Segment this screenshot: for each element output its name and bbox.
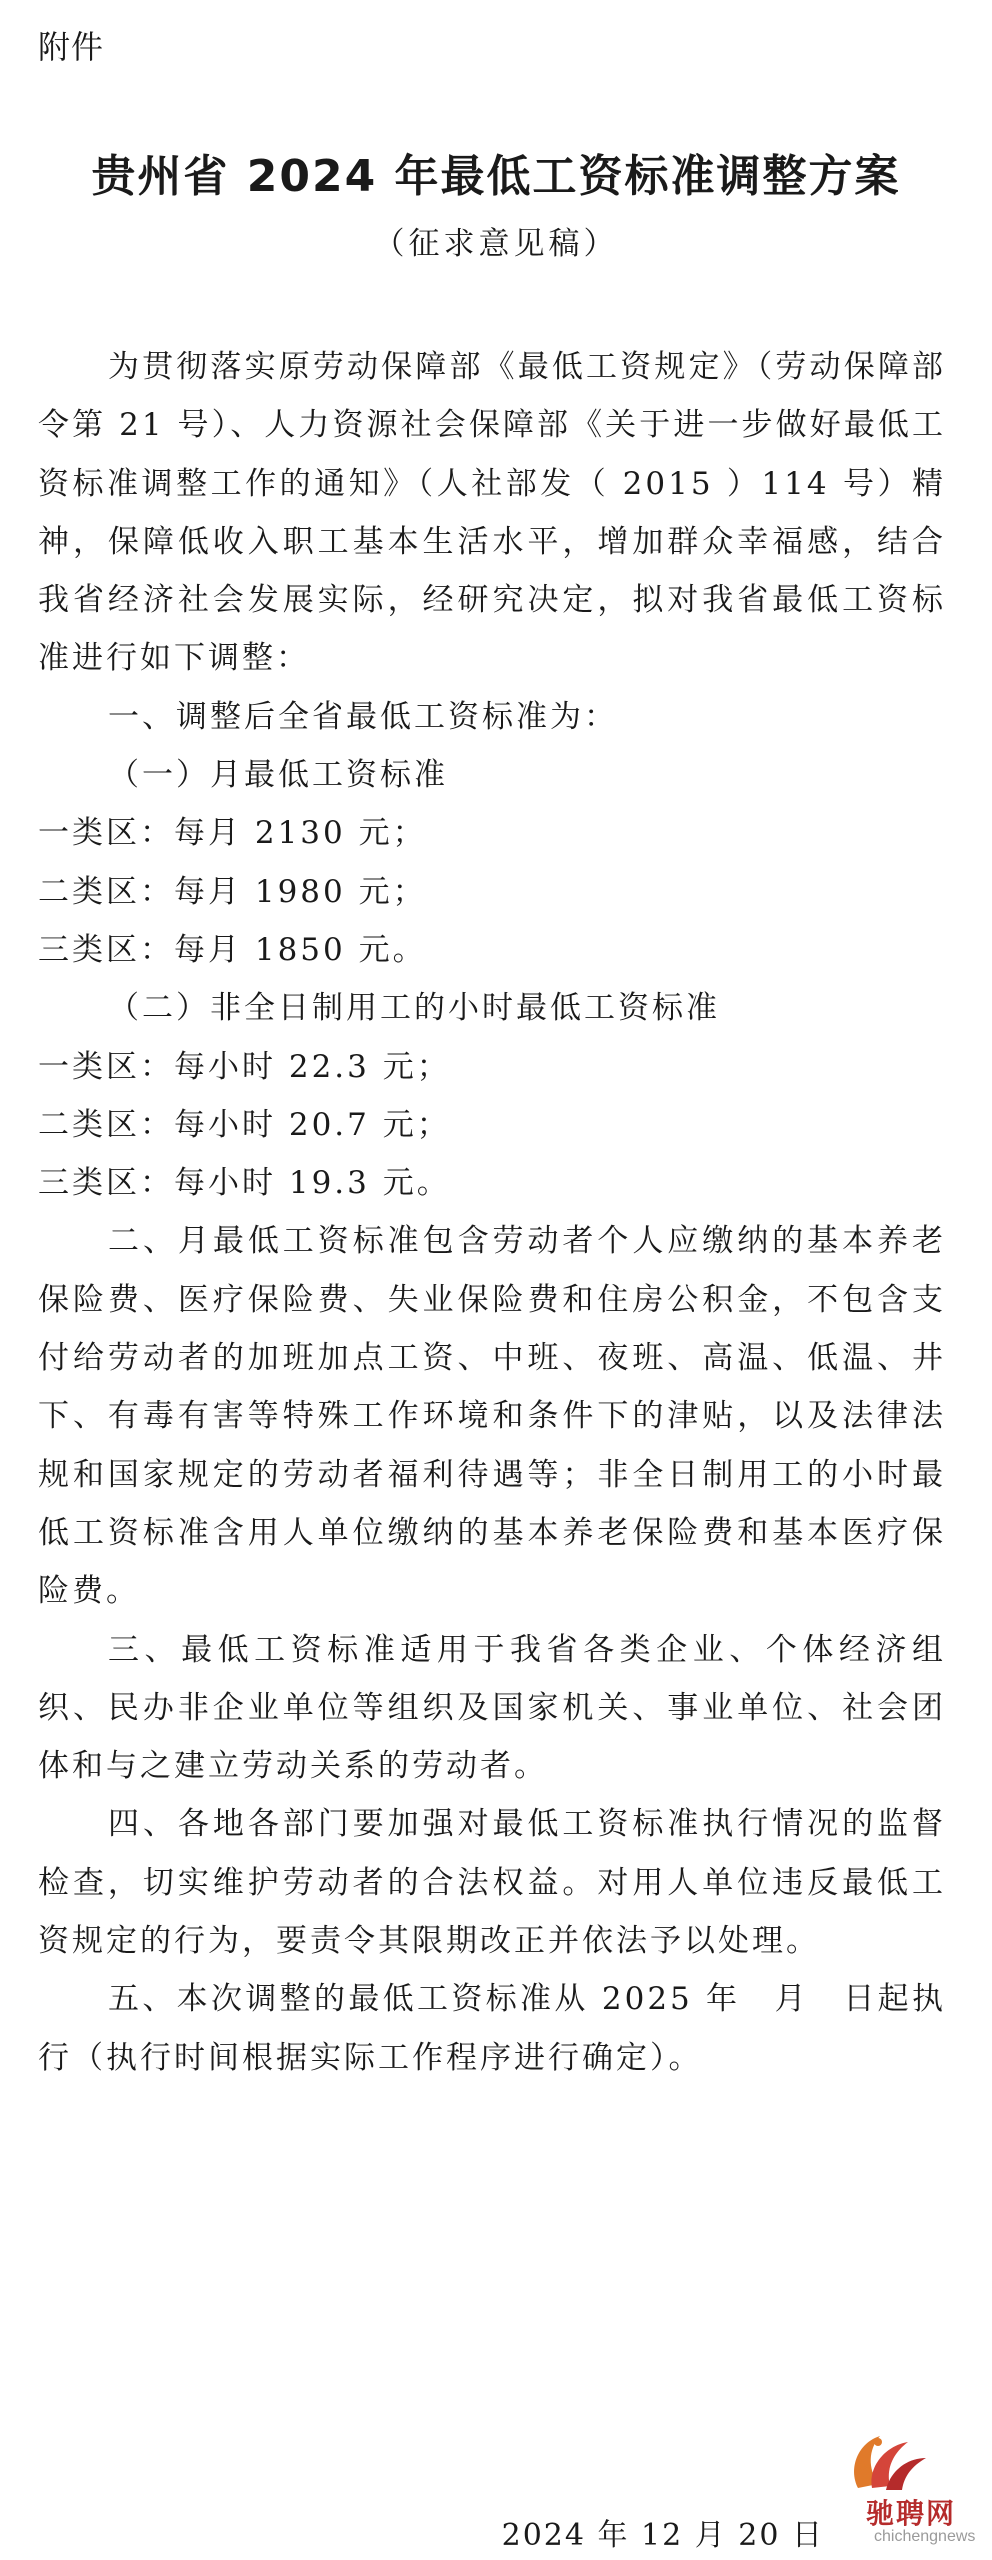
section-4-paragraph: 四、各地各部门要加强对最低工资标准执行情况的监督检查，切实维护劳动者的合法权益。对用人单位违反最低工资规定的行为，要责令其限期改正并依法予以处理。 bbox=[38, 1806, 946, 1960]
document-body bbox=[38, 338, 946, 2087]
monthly-zone-1: 一类区：每月 2130 元； bbox=[38, 815, 427, 852]
monthly-zone-3: 三类区：每月 1850 元。 bbox=[38, 931, 427, 968]
document-date: 2024 年 12 月 20 日 bbox=[501, 2518, 824, 2553]
document-title: 贵州省 2024 年最低工资标准调整方案 bbox=[91, 151, 901, 202]
hourly-standard-heading: （二）非全日制用工的小时最低工资标准 bbox=[108, 990, 720, 1027]
bird-logo-icon bbox=[838, 2428, 928, 2498]
section-3-paragraph: 三、最低工资标准适用于我省各类企业、个体经济组织、民办非企业单位等组织及国家机关、事业单位、社会团体和与之建立劳动关系的劳动者。 bbox=[38, 1631, 946, 1785]
hourly-zone-1: 一类区：每小时 22.3 元； bbox=[38, 1048, 451, 1085]
hourly-zone-3: 三类区：每小时 19.3 元。 bbox=[38, 1165, 451, 1202]
monthly-zone-2: 二类区：每月 1980 元； bbox=[38, 873, 427, 910]
monthly-standard-heading: （一）月最低工资标准 bbox=[108, 757, 448, 794]
attachment-label: 附件 bbox=[38, 28, 105, 66]
intro-paragraph: 为贯彻落实原劳动保障部《最低工资规定》（劳动保障部令第 21 号）、人力资源社会保障部《关于进一步做好最低工资标准调整工作的通知》（人社部发（ 2015 ）114 号）精神，保障低收入职工基本生活水平，增加群众幸福感，结合我省经济社会发展实际，经研究决定，拟对我省最低工资标准进行如下调整： bbox=[38, 349, 946, 677]
section-1-heading: 一、调整后全省最低工资标准为： bbox=[108, 698, 618, 735]
watermark-url: chichengnews bbox=[874, 2528, 976, 2545]
hourly-zone-2: 二类区：每小时 20.7 元； bbox=[38, 1106, 451, 1143]
document-subtitle: （征求意见稿） bbox=[373, 226, 619, 262]
section-5-paragraph: 五、本次调整的最低工资标准从 2025 年 月 日起执行（执行时间根据实际工作程序进行确定）。 bbox=[38, 1981, 946, 2076]
section-2-paragraph: 二、月最低工资标准包含劳动者个人应缴纳的基本养老保险费、医疗保险费、失业保险费和住房公积金，不包含支付给劳动者的加班加点工资、中班、夜班、高温、低温、井下、有毒有害等特殊工作环境和条件下的津贴，以及法律法规和国家规定的劳动者福利待遇等；非全日制用工的小时最低工资标准含用人单位缴纳的基本养老保险费和基本医疗保险费。 bbox=[38, 1223, 946, 1610]
watermark-name: 驰聘网 bbox=[866, 2497, 957, 2530]
watermark bbox=[836, 2428, 982, 2552]
